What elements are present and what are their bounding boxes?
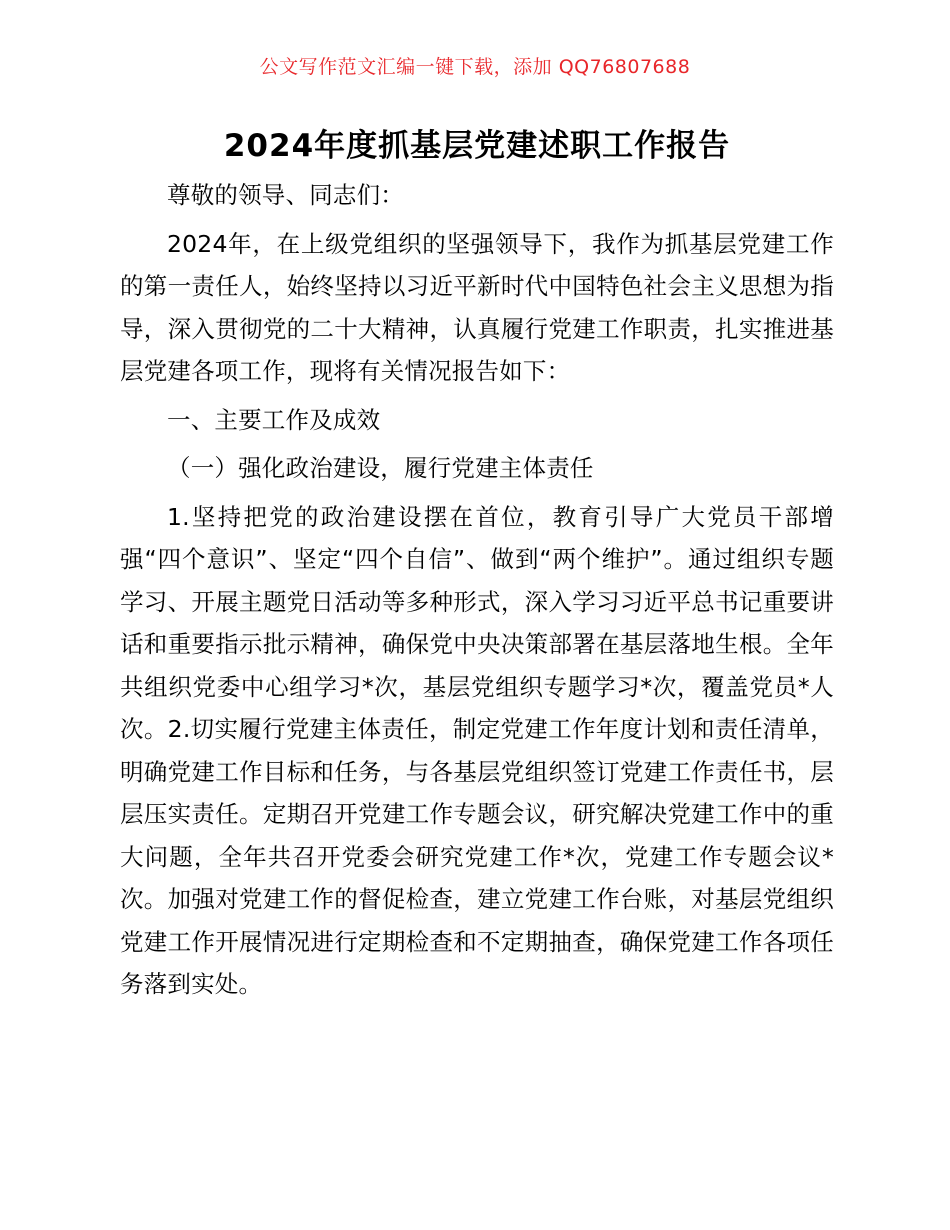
paragraph-salutation: 尊敬的领导、同志们： xyxy=(167,181,404,210)
heading-section-one: 一、主要工作及成效 xyxy=(167,405,381,434)
page-title: 2024年度抓基层党建述职工作报告 xyxy=(223,128,731,164)
paragraph-body-one: 1.坚持把党的政治建设摆在首位，教育引导广大党员干部增强“四个意识”、坚定“四个自信”、做到“两个维护”。通过组织专题学习、开展主题党日活动等多种形式，深入学习习近平总书记重要讲话和重要指示批示精神，确保党中央决策部署在基层落地生根。全年共组织党委中心组学习*次，基层党组织专题学习*次，覆盖党员*人次。2.切实履行党建主体责任，制定党建工作年度计划和责任清单，明确党建工作目标和任务，与各基层党组织签订党建工作责任书，层层压实责任。定期召开党建工作专题会议，研究解决党建工作中的重大问题，全年共召开党委会研究党建工作*次，党建工作专题会议*次。加强对党建工作的督促检查，建立党建工作台账，对基层党组织党建工作开展情况进行定期检查和不定期抽查，确保党建工作各项任务落到实处。 xyxy=(120,502,834,999)
paragraph-intro: 2024年，在上级党组织的坚强领导下，我作为抓基层党建工作的第一责任人，始终坚持以习近平新时代中国特色社会主义思想为指导，深入贯彻党的二十大精神，认真履行党建工作职责，扎实推进基层党建各项工作，现将有关情况报告如下： xyxy=(120,229,834,386)
heading-subsection-one: （一）强化政治建设，履行党建主体责任 xyxy=(167,454,594,483)
document-body xyxy=(0,125,950,1006)
watermark-banner: 公文写作范文汇编一键下载，添加 QQ76807688 xyxy=(259,56,691,78)
